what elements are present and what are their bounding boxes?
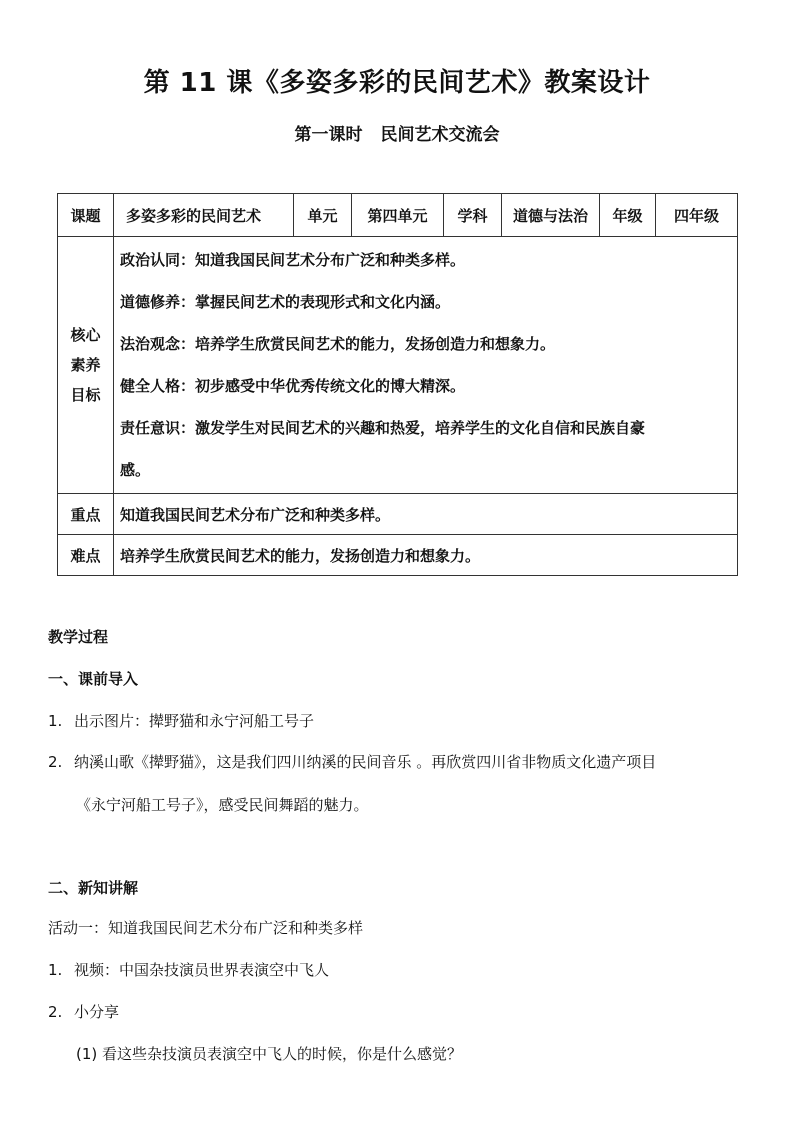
cell-topic-value: 多姿多彩的民间艺术 <box>114 194 294 237</box>
key-point-label: 重点 <box>58 494 114 535</box>
subtitle-topic: 民间艺术交流会 <box>380 125 500 145</box>
section-intro-heading: 一、课前导入 <box>48 670 139 688</box>
document-subtitle <box>0 120 794 145</box>
list-item: 2. 小分享 <box>48 1003 120 1021</box>
cell-unit-label: 单元 <box>294 194 352 237</box>
key-point-row <box>58 494 738 535</box>
list-item: 2. 纳溪山歌《撵野猫》，这是我们四川纳溪的民间音乐 。再欣赏四川省非物质文化遗产项目 <box>48 753 657 771</box>
sub-list-item: (1) 看这些杂技演员表演空中飞人的时候，你是什么感觉？ <box>76 1045 463 1063</box>
process-heading: 教学过程 <box>48 628 109 646</box>
key-point-text: 知道我国民间艺术分布广泛和种类多样。 <box>114 494 738 535</box>
cell-subject-label: 学科 <box>444 194 502 237</box>
document-title: 第 11 课《多姿多彩的民间艺术》教案设计 <box>143 68 651 98</box>
list-item: 1. 出示图片：撵野猫和永宁河船工号子 <box>48 712 315 730</box>
goal-item: 责任意识：激发学生对民间艺术的兴趣和热爱，培养学生的文化自信和民族自豪 <box>120 419 646 437</box>
subtitle-lesson: 第一课时 <box>294 125 363 145</box>
activity-heading: 活动一：知道我国民间艺术分布广泛和种类多样 <box>48 919 364 937</box>
list-item-continuation: 《永宁河船工号子》，感受民间舞蹈的魅力。 <box>76 796 369 814</box>
cell-subject-value: 道德与法治 <box>502 194 600 237</box>
goal-item: 道德修养：掌握民间艺术的表现形式和文化内涵。 <box>120 293 451 311</box>
core-goals-list <box>114 237 738 494</box>
difficulty-row <box>58 535 738 576</box>
goal-item: 健全人格：初步感受中华优秀传统文化的博大精深。 <box>120 377 466 395</box>
cell-unit-value: 第四单元 <box>352 194 444 237</box>
cell-grade-label: 年级 <box>600 194 656 237</box>
difficulty-text: 培养学生欣赏民间艺术的能力，发扬创造力和想象力。 <box>114 535 738 576</box>
difficulty-label: 难点 <box>58 535 114 576</box>
lesson-info-table <box>57 193 738 576</box>
goal-item: 法治观念：培养学生欣赏民间艺术的能力，发扬创造力和想象力。 <box>120 335 556 353</box>
core-goals-row <box>58 237 738 494</box>
section-new-knowledge-heading: 二、新知讲解 <box>48 879 139 897</box>
cell-topic-label: 课题 <box>58 194 114 237</box>
goal-item: 政治认同：知道我国民间艺术分布广泛和种类多样。 <box>120 251 466 269</box>
list-item: 1. 视频：中国杂技演员世界表演空中飞人 <box>48 961 330 979</box>
table-header-row <box>58 194 738 237</box>
goal-item: 感。 <box>120 461 151 479</box>
cell-grade-value: 四年级 <box>656 194 738 237</box>
core-goals-label: 核心 素养 目标 <box>58 237 114 494</box>
